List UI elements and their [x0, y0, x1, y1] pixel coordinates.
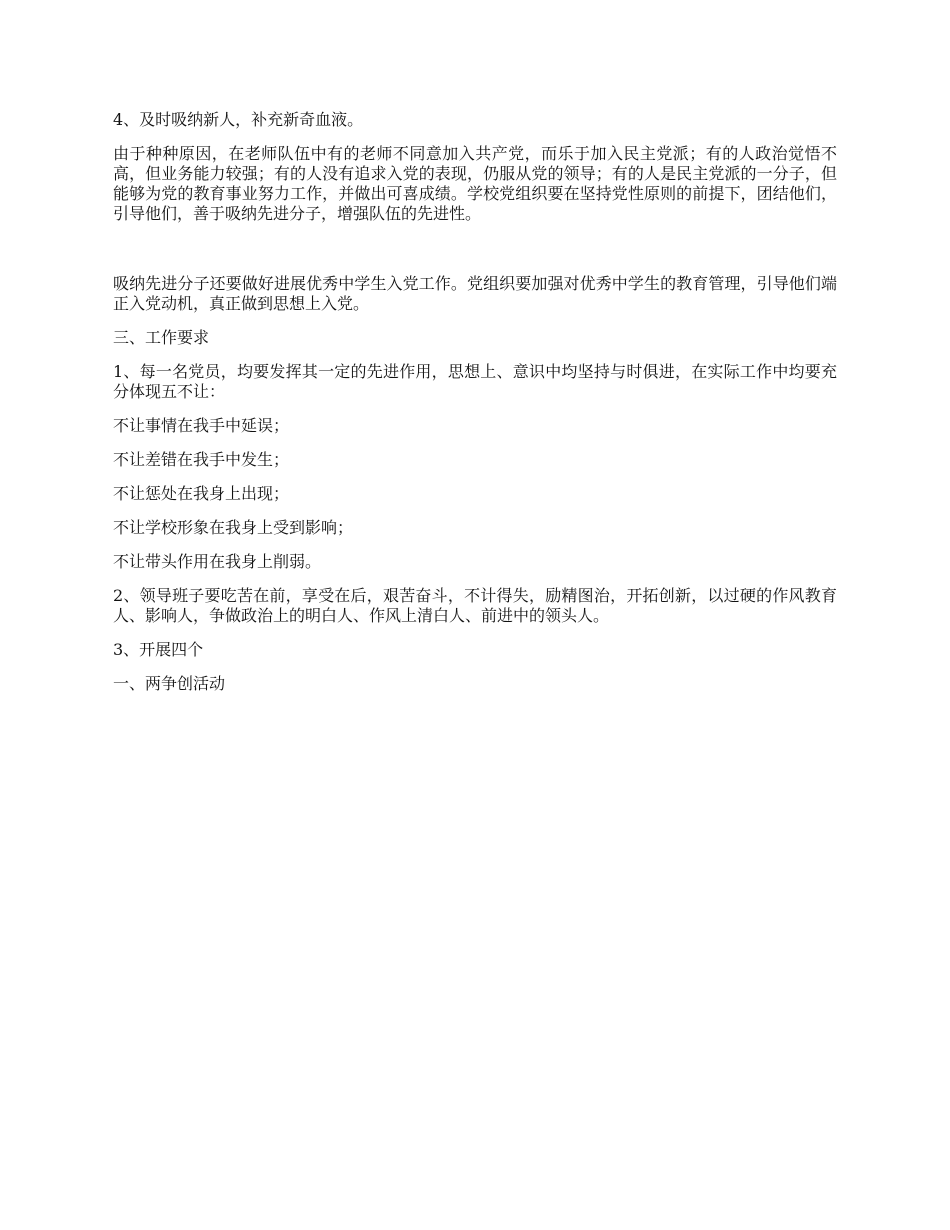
- list-item: 不让惩处在我身上出现；: [113, 484, 290, 503]
- list-item: 不让差错在我手中发生；: [113, 450, 290, 469]
- section-heading: 三、工作要求: [113, 328, 210, 347]
- paragraph-spacer: [113, 238, 837, 274]
- list-item: 不让事情在我手中延误；: [113, 416, 290, 435]
- paragraph-body: 由于种种原因，在老师队伍中有的老师不同意加入共产党，而乐于加入民主党派；有的人政治觉悟不高，但业务能力较强；有的人没有追求入党的表现，仍服从党的领导；有的人是民主党派的一分子，但能够为党的教育事业努力工作，并做出可喜成绩。学校党组织要在坚持党性原则的前提下，团结他们，引导他们，善于吸纳先进分子，增强队伍的先进性。: [113, 144, 837, 223]
- list-item: 不让学校形象在我身上受到影响；: [113, 518, 354, 537]
- sub-heading: 一、两争创活动: [113, 674, 226, 693]
- paragraph-item-3: 3、开展四个: [113, 640, 204, 659]
- list-item: 不让带头作用在我身上削弱。: [113, 552, 322, 571]
- paragraph-heading-4: 4、及时吸纳新人，补充新奇血液。: [113, 110, 364, 129]
- document-page: [113, 110, 837, 708]
- paragraph-item-2: 2、领导班子要吃苦在前，享受在后，艰苦奋斗，不计得失，励精图治，开拓创新，以过硬的作风教育人、影响人，争做政治上的明白人、作风上清白人、前进中的领头人。: [113, 586, 837, 625]
- paragraph-item-1: 1、每一名党员，均要发挥其一定的先进作用，思想上、意识中均坚持与时俱进，在实际工作中均要充分体现五不让：: [113, 362, 837, 401]
- paragraph-body: 吸纳先进分子还要做好进展优秀中学生入党工作。党组织要加强对优秀中学生的教育管理，引导他们端正入党动机，真正做到思想上入党。: [113, 274, 837, 313]
